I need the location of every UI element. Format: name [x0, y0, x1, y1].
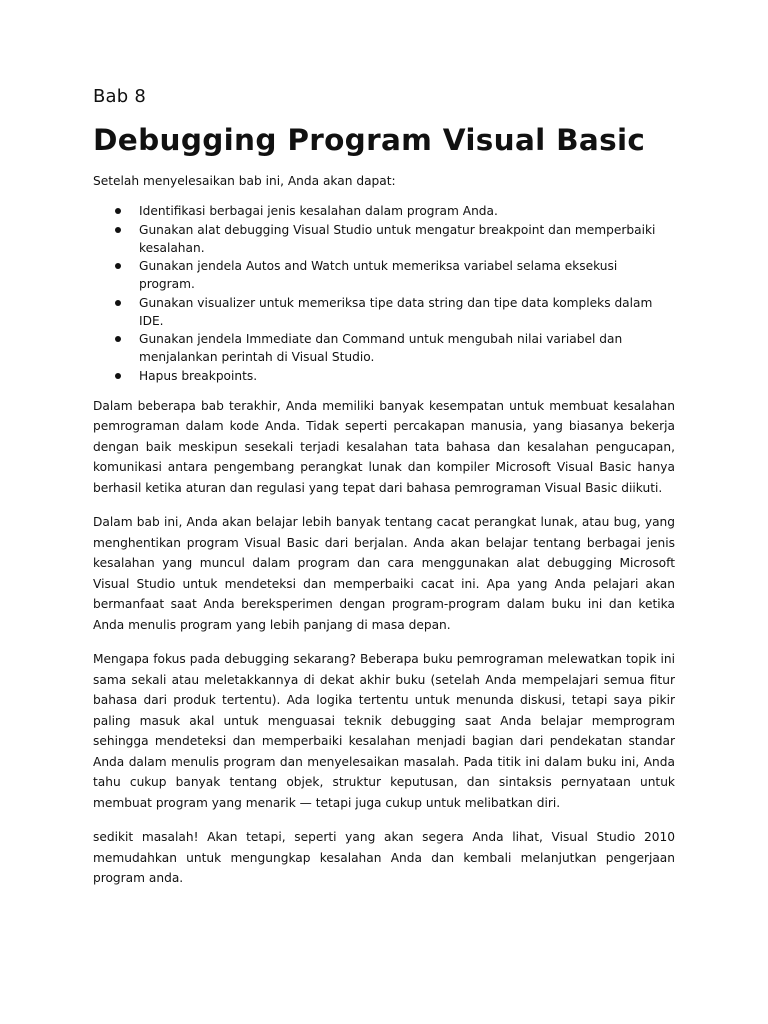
objective-text: Gunakan jendela Immediate dan Command untuk mengubah nilai variabel dan menjalankan perintah di Visual Studio.: [139, 332, 623, 364]
chapter-title: Debugging Program Visual Basic: [93, 123, 646, 157]
objective-item: [93, 257, 675, 293]
bullet-icon: [115, 263, 121, 269]
objective-item: [93, 221, 675, 257]
bullet-icon: [115, 373, 121, 379]
intro-text: Setelah menyelesaikan bab ini, Anda akan dapat:: [93, 174, 396, 188]
bullet-icon: [115, 208, 121, 214]
objectives-list: [93, 202, 675, 385]
objective-text: Identifikasi berbagai jenis kesalahan dalam program Anda.: [139, 204, 498, 218]
objective-item: [93, 330, 675, 366]
objective-item: [93, 202, 675, 220]
body-paragraph-1: Dalam beberapa bab terakhir, Anda memiliki banyak kesempatan untuk membuat kesalahan pemrograman dalam kode Anda. Tidak seperti percakapan manusia, yang biasanya bekerja dengan baik meskipun sesekali terjadi kesalahan tata bahasa dan kesalahan pengucapan, komunikasi antara pengembang perangkat lunak dan kompiler Microsoft Visual Basic hanya berhasil ketika aturan dan regulasi yang tepat dari bahasa pemrograman Visual Basic diikuti.: [93, 398, 675, 495]
body-paragraph-3: Mengapa fokus pada debugging sekarang? Beberapa buku pemrograman melewatkan topik ini sama sekali atau meletakkannya di dekat akhir buku (setelah Anda mempelajari semua fitur bahasa dari produk tertentu). Ada logika tertentu untuk menunda diskusi, tetapi saya pikir paling masuk akal untuk menguasai teknik debugging saat Anda belajar memprogram sehingga mendeteksi dan memperbaiki kesalahan menjadi bagian dari pendekatan standar Anda dalam menulis program dan menyelesaikan masalah. Pada titik ini dalam buku ini, Anda tahu cukup banyak tentang objek, struktur keputusan, dan sintaksis pernyataan untuk membuat program yang menarik — tetapi juga cukup untuk melibatkan diri.: [93, 652, 675, 810]
body-paragraph-2: Dalam bab ini, Anda akan belajar lebih banyak tentang cacat perangkat lunak, atau bug, yang menghentikan program Visual Basic dari berjalan. Anda akan belajar tentang berbagai jenis kesalahan yang muncul dalam program dan cara menggunakan alat debugging Microsoft Visual Studio untuk mendeteksi dan memperbaiki cacat ini. Apa yang Anda pelajari akan bermanfaat saat Anda bereksperimen dengan program-program dalam buku ini dan ketika Anda menulis program yang lebih panjang di masa depan.: [93, 515, 675, 632]
bullet-icon: [115, 300, 121, 306]
bullet-icon: [115, 227, 121, 233]
objective-text: Gunakan jendela Autos and Watch untuk memeriksa variabel selama eksekusi program.: [139, 259, 618, 291]
objective-item: [93, 367, 675, 385]
document-page: [93, 84, 675, 889]
objective-item: [93, 294, 675, 330]
objective-text: Gunakan visualizer untuk memeriksa tipe data string dan tipe data kompleks dalam IDE.: [139, 295, 653, 328]
chapter-label: Bab 8: [93, 86, 146, 107]
body-paragraph-4: sedikit masalah! Akan tetapi, seperti yang akan segera Anda lihat, Visual Studio 2010 memudahkan untuk mengungkap kesalahan Anda dan kembali melanjutkan pengerjaan program anda.: [93, 830, 675, 885]
objective-text: Gunakan alat debugging Visual Studio untuk mengatur breakpoint dan memperbaiki kesalahan.: [139, 222, 656, 255]
bullet-icon: [115, 336, 121, 342]
objective-text: Hapus breakpoints.: [139, 368, 258, 383]
